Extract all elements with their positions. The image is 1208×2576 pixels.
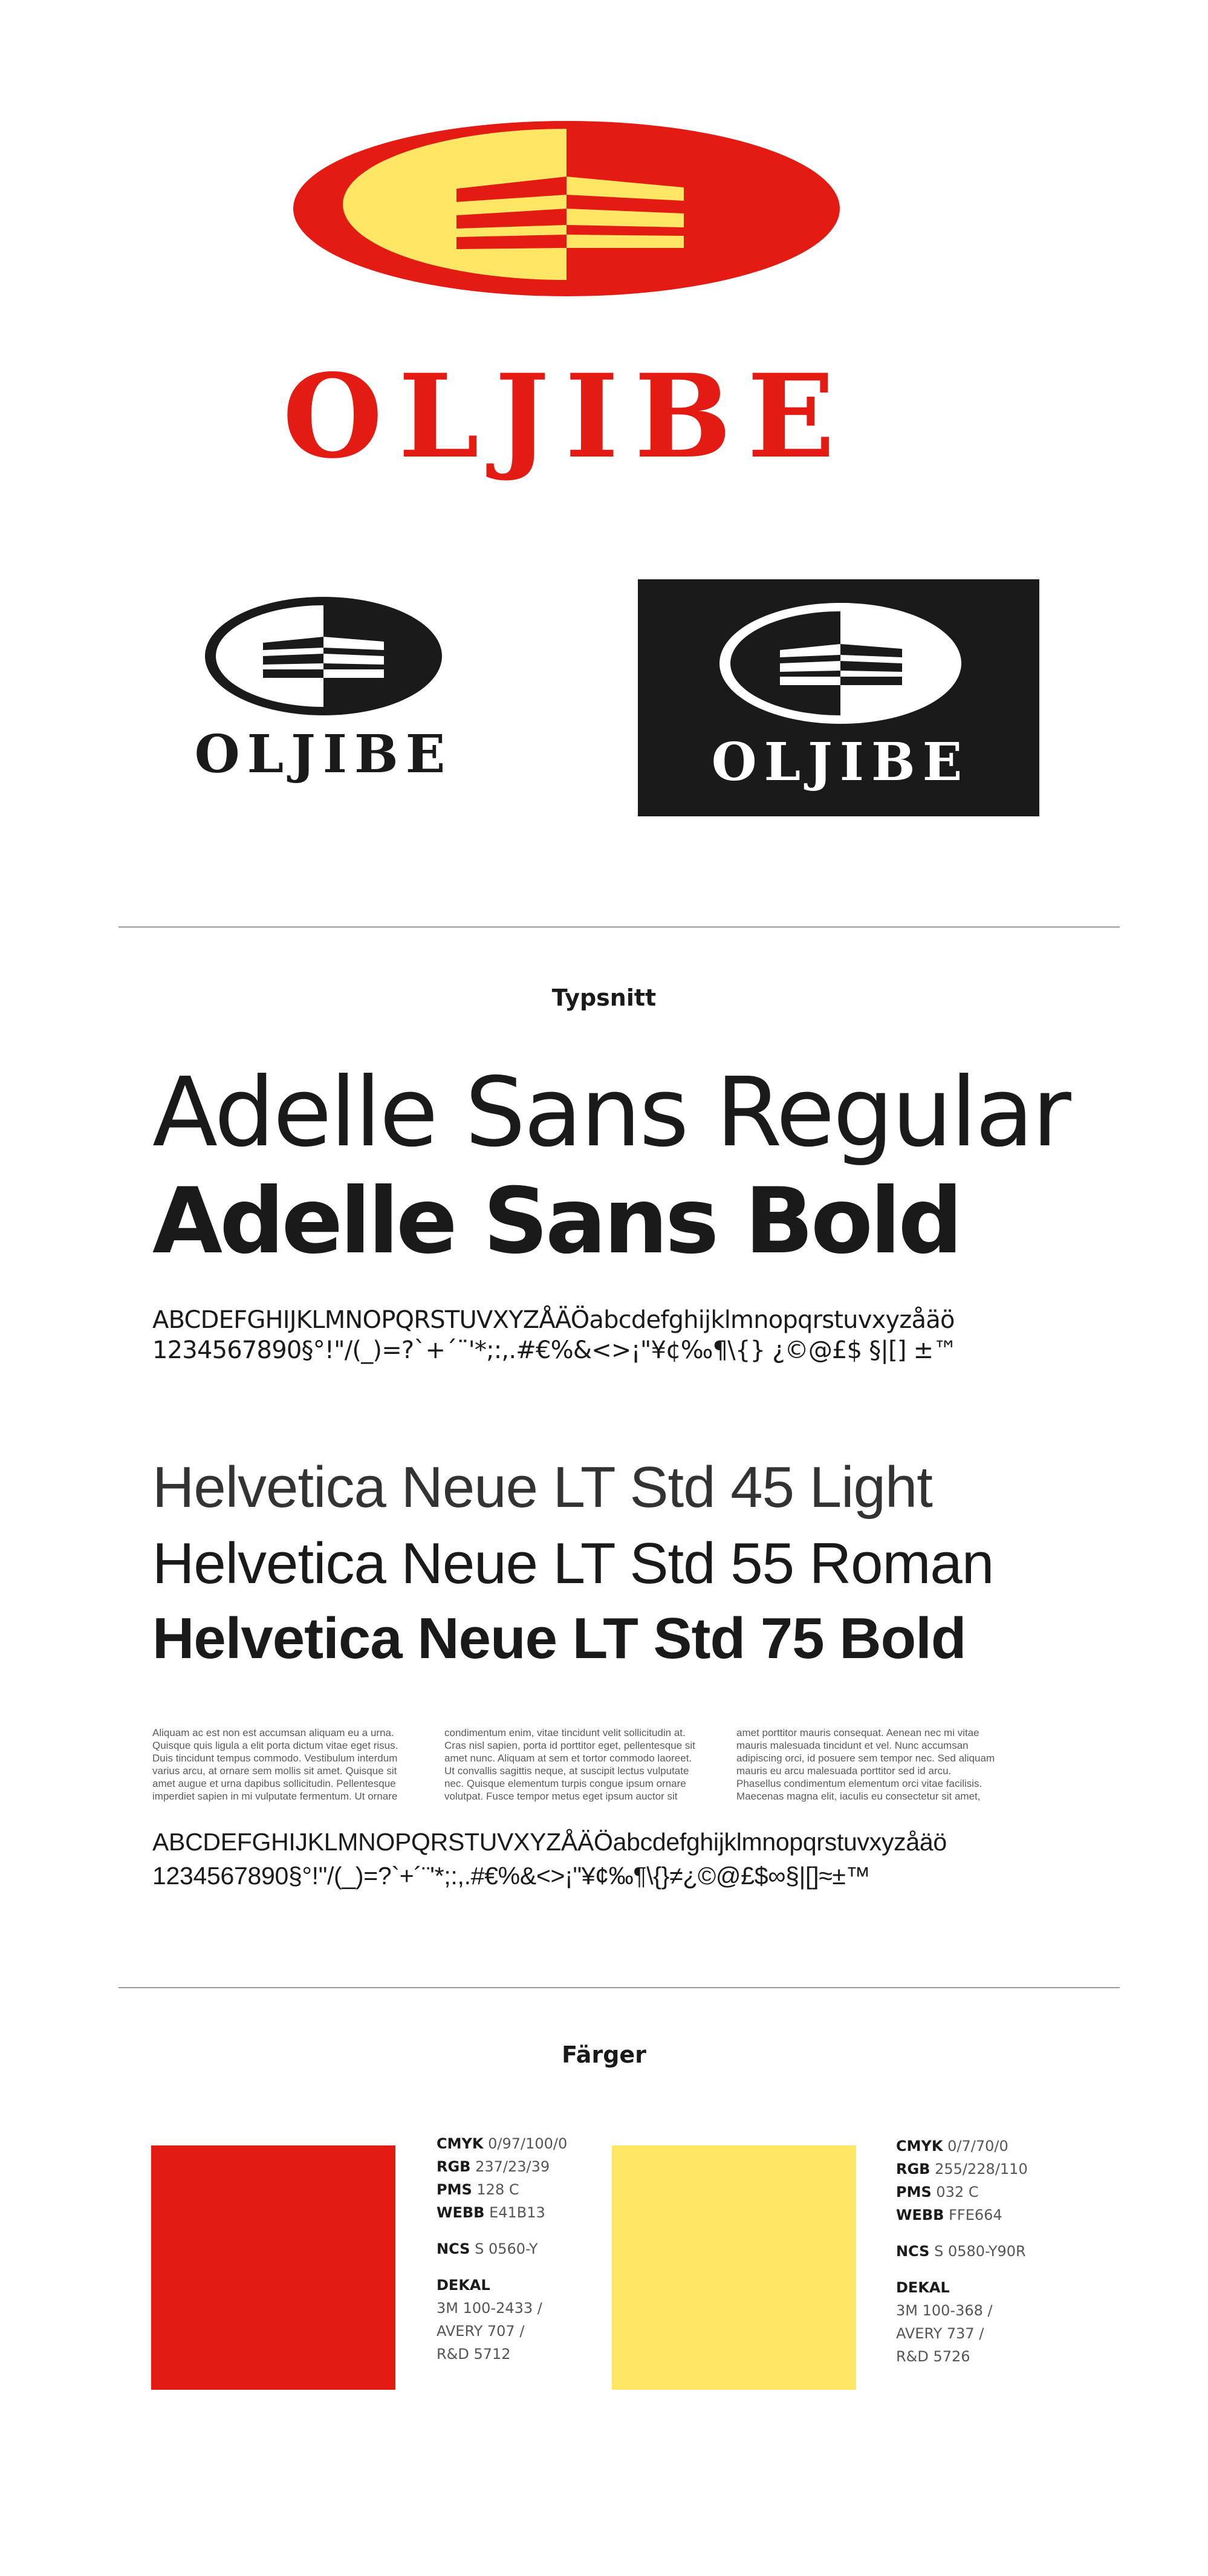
yellow-color-specs: CMYK 0/7/70/0 RGB 255/228/110 PMS 032 C WEBB FFE664 NCS S 0580-Y90R DEKAL 3M 100-368 / AVERY 737 / R&D 5726 bbox=[896, 2138, 1028, 2365]
oljibe-logo-black bbox=[154, 596, 493, 789]
red-color-specs: CMYK 0/97/100/0 RGB 237/23/39 PMS 128 C WEBB E41B13 NCS S 0560-Y DEKAL 3M 100-2433 / AVERY 707 / R&D 5712 bbox=[437, 2135, 568, 2363]
typeface-section-title: Typsnitt bbox=[551, 984, 657, 1011]
section-divider bbox=[119, 926, 1120, 928]
helvetica-charset-symbols: 1234567890§°!"/(_)=?`+´¨'*;:,.#€%&<>¡"¥¢‰¶\{}≠¿©@£$∞§|[]≈±™ bbox=[152, 1862, 871, 1890]
helvetica-bold-specimen: Helvetica Neue LT Std 75 Bold bbox=[152, 1606, 966, 1671]
red-color-swatch bbox=[151, 2145, 395, 2390]
oljibe-logo-inverted bbox=[665, 596, 1016, 801]
color-section-title: Färger bbox=[562, 2041, 646, 2068]
svg-text:OLJIBE: OLJIBE bbox=[711, 732, 970, 793]
logo-wordmark: OLJIBE bbox=[282, 349, 851, 484]
yellow-color-swatch bbox=[612, 2145, 856, 2390]
body-text-column-3: amet porttitor mauris consequat. Aenean nec mi vitae mauris malesuada tincidunt et vel. Nunc accumsan adipiscing orci, id posuere sem tempor nec. Sed aliquam mauris eu arcu malesuada porttitor sed id arcu. Phasellus condimentum elementum orci vitae facilisis. Maecenas magna elit, iaculis eu consectetur sit amet, bbox=[736, 1727, 995, 1802]
helvetica-light-specimen: Helvetica Neue LT Std 45 Light bbox=[152, 1455, 932, 1520]
helvetica-charset-letters: ABCDEFGHIJKLMNOPQRSTUVXYZÅÄÖabcdefghijklmnopqrstuvxyzåäö bbox=[152, 1828, 947, 1856]
oljibe-logo-color bbox=[257, 121, 951, 496]
adelle-sans-regular-specimen: Adelle Sans Regular bbox=[152, 1057, 1070, 1168]
section-divider bbox=[119, 1987, 1120, 1988]
adelle-charset-symbols: 1234567890§°!"/(_)=?`+´¨'*;:,.#€%&<>¡"¥¢‰¶\{} ¿©@£$ §|[] ±™ bbox=[152, 1336, 957, 1364]
adelle-sans-bold-specimen: Adelle Sans Bold bbox=[152, 1169, 960, 1274]
body-text-column-2: condimentum enim, vitae tincidunt velit sollicitudin at. Cras nisl sapien, porta id porttitor eget, pellentesque sit amet nunc. Aliquam at sem et tortor commodo laoreet. Ut convallis sagittis neque, at suscipit lectus vulputate nec. Quisque elementum turpis congue ipsum ornare volutpat. Fusce tempor metus eget ipsum auctor sit bbox=[444, 1727, 695, 1802]
body-text-column-1: Aliquam ac est non est accumsan aliquam eu a urna. Quisque quis ligula a elit porta dictum vitae eget risus. Duis tincidunt tempus commodo. Vestibulum interdum varius arcu, at ornare sem mollis sit amet. Quisque sit amet augue et urna dapibus sollicitudin. Pellentesque imperdiet sapien in mi vulputate fermentum. Ut ornare bbox=[152, 1727, 398, 1802]
helvetica-roman-specimen: Helvetica Neue LT Std 55 Roman bbox=[152, 1531, 994, 1596]
adelle-charset-letters: ABCDEFGHIJKLMNOPQRSTUVXYZÅÄÖabcdefghijklmnopqrstuvxyzåäö bbox=[152, 1306, 955, 1334]
svg-text:OLJIBE: OLJIBE bbox=[194, 724, 453, 785]
